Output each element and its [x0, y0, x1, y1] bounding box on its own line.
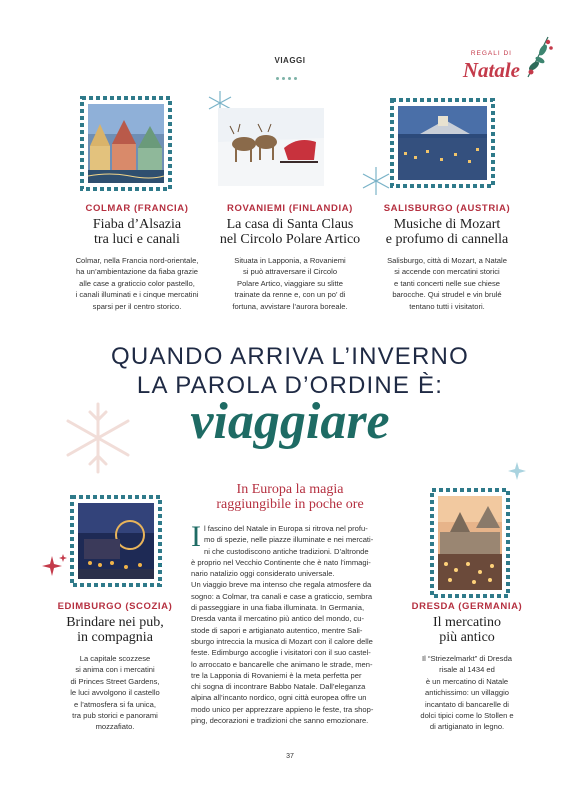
body-line: i canali illuminati e i cinque mercatini — [75, 290, 199, 300]
colmar-photo — [80, 96, 172, 191]
article-line: tre la Lapponia di Rovaniemi è la meta perfetta per — [191, 670, 362, 680]
article-line: Un viaggio breve ma intenso che regala atmosfere da — [191, 580, 372, 590]
salisburgo-headline — [362, 217, 532, 247]
salisburgo-city: SALISBURGO (AUSTRIA) — [383, 203, 511, 214]
body-line: e tanti concerti nelle sue chiese — [394, 278, 500, 288]
body-line: Il “Striezelmarkt” di Dresda — [422, 654, 512, 663]
body-line: Polare Artico, viaggiare su slitte — [237, 278, 343, 288]
article-line: stode di sapori e artigianato autentico, mentre Sali- — [191, 625, 363, 635]
body-line: risale al 1434 ed — [439, 665, 495, 675]
snowflake-icon — [361, 166, 391, 196]
article-body — [191, 520, 389, 726]
colmar-city: COLMAR (FRANCIA) — [85, 203, 189, 214]
headline-line: Brindare nei pub, — [66, 615, 164, 630]
section-dots — [276, 67, 306, 71]
headline-line: Fiaba d’Alsazia — [92, 217, 182, 232]
section-label: VIAGGI — [274, 56, 306, 65]
salisburgo-column — [362, 203, 532, 312]
body-line: Colmar, nella Francia nord-orientale, — [75, 256, 199, 265]
rovaniemi-city: ROVANIEMI (FINLANDIA) — [227, 203, 353, 214]
edimburgo-photo — [70, 495, 162, 587]
article-line: feste. Edimburgo accoglie i visitatori con il suo castel- — [191, 648, 371, 658]
drop-cap: I — [191, 520, 201, 553]
rovaniemi-body — [205, 255, 375, 312]
sparkle-icon — [42, 554, 68, 580]
dresda-column — [382, 601, 552, 733]
body-line: La capitale scozzese — [79, 654, 151, 663]
main-title-line1: QUANDO ARRIVA L’INVERNO — [111, 343, 469, 370]
body-line: Situata in Lapponia, a Rovaniemi — [234, 256, 346, 265]
headline-line: La casa di Santa Claus — [226, 217, 354, 232]
edimburgo-city: EDIMBURGO (SCOZIA) — [57, 601, 173, 612]
headline-line: e profumo di cannella — [385, 232, 509, 247]
headline-line: in compagnia — [77, 630, 153, 645]
body-line: si anima con i mercatini — [75, 665, 155, 675]
main-title-line2: LA PAROLA D’ORDINE È: — [136, 372, 444, 399]
article-line: Dresda vanta il mercatino più antico del mondo, cu- — [191, 614, 365, 624]
large-snowflake-icon — [60, 400, 136, 476]
rubric-small: REGALI DI — [470, 50, 512, 57]
headline-line: nel Circolo Polare Artico — [219, 232, 361, 247]
body-line: si può attraversare il Circolo — [242, 267, 338, 277]
article-line: modo unico per apprezzare appieno le feste, tra shop- — [191, 704, 374, 714]
body-line: è un mercatino di Natale — [425, 676, 509, 686]
body-line: di Princes Street Gardens, — [70, 676, 160, 686]
headline-line: Il mercatino — [432, 615, 502, 630]
article-line: ping, decorazioni e tradizioni che sanno emozionare. — [191, 716, 369, 726]
article-line: l fascino del Natale in Europa si ritrova nel profu- — [204, 524, 368, 533]
body-line: trainate da renne e, con un po’ di — [234, 290, 346, 300]
colmar-column — [52, 203, 222, 312]
edimburgo-headline — [30, 615, 200, 645]
rubric-title: Natale — [462, 58, 520, 82]
subhead-line: raggiungibile in poche ore — [216, 497, 364, 512]
subhead-line: In Europa la magia — [236, 482, 344, 497]
rubric-logo — [448, 32, 558, 82]
article-subhead — [200, 482, 380, 512]
sparkle-icon — [508, 462, 526, 480]
article-line: lo arroccato e bancarelle che animano le strade, men- — [191, 659, 373, 669]
body-line: di artigianato in legno. — [429, 722, 505, 732]
body-line: tentano tutti i visitatori. — [409, 301, 485, 311]
body-line: ha un’ambientazione da fiaba grazie — [75, 267, 198, 277]
dresda-city: DRESDA (GERMANIA) — [411, 601, 523, 612]
body-line: e l’atmosfera si fa unica, — [74, 699, 156, 709]
dresda-body — [382, 653, 552, 733]
dresda-photo — [430, 488, 510, 598]
salisburgo-photo — [390, 98, 495, 188]
body-line: incantato di bancarelle di — [424, 699, 509, 709]
body-line: si accende con mercatini storici — [394, 267, 500, 277]
article-line: di passeggiare in una fiaba illuminata. In Germania, — [191, 603, 365, 613]
colmar-body — [52, 255, 222, 312]
body-line: le luci avvolgono il castello — [70, 688, 160, 698]
salisburgo-body — [362, 255, 532, 312]
colmar-headline — [52, 217, 222, 247]
edimburgo-column — [30, 601, 200, 733]
rovaniemi-headline — [205, 217, 375, 247]
dresda-headline — [382, 615, 552, 645]
rovaniemi-photo — [218, 108, 324, 186]
article-line: alpina all’incanto nordico, ogni città europea offre un — [191, 693, 367, 703]
body-line: dolci tipici come lo Stollen e — [420, 711, 514, 721]
article-line: ni che custodiscono antiche tradizioni. D’altronde — [204, 546, 369, 556]
headline-line: Musiche di Mozart — [393, 217, 501, 232]
body-line: fortuna, avvistare l’aurora boreale. — [232, 301, 348, 311]
article-line: sogno: a Colmar, tra canali e case a graticcio, sembra — [191, 591, 373, 601]
article-line: chi sogna di incontrare Babbo Natale. Dall’eleganza — [191, 682, 366, 692]
rovaniemi-column — [205, 203, 375, 312]
body-line: alle case a graticcio color pastello, — [79, 278, 195, 288]
body-line: tra pub storici e panorami — [72, 711, 158, 721]
headline-line: più antico — [439, 630, 495, 645]
article-line: mo di spezie, nelle piazze illuminate e nei mercati- — [204, 535, 374, 545]
main-title-big: viaggiare — [190, 393, 390, 450]
article-line: sburgo intreccia la musica di Mozart con il calore delle — [191, 636, 373, 646]
article-line: nario natalizio oggi considerato universale. — [191, 569, 335, 579]
headline-line: tra luci e canali — [94, 232, 180, 247]
body-line: Salisburgo, città di Mozart, a Natale — [387, 256, 507, 265]
page-number: 37 — [286, 753, 294, 760]
body-line: sparsi per il centro storico. — [92, 301, 182, 311]
holly-sprig-icon — [518, 32, 558, 82]
article-line: è proprio nel Vecchio Continente che è nato l’immagi- — [191, 557, 371, 567]
body-line: antichissimo: un villaggio — [425, 688, 509, 698]
body-line: mozzafiato. — [95, 722, 135, 732]
body-line: barocche. Qui strudel e vin brulé — [392, 290, 502, 300]
edimburgo-body — [30, 653, 200, 733]
